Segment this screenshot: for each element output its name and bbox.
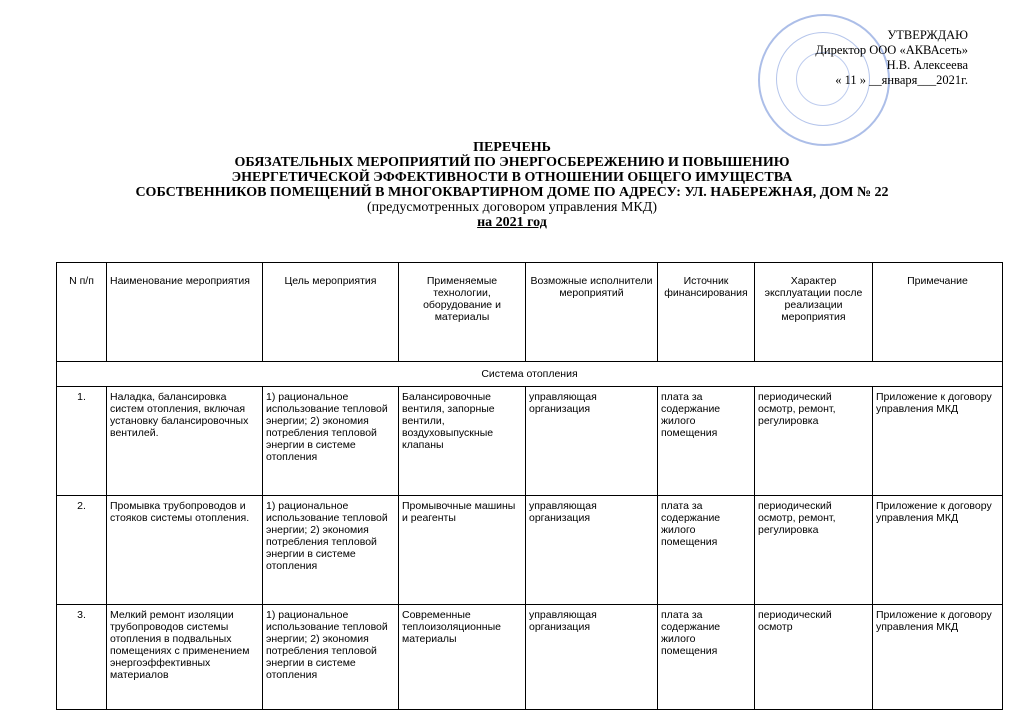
document-subtitle: (предусмотренных договором управления МКД) [367,200,657,215]
document-title-line-1: ОБЯЗАТЕЛЬНЫХ МЕРОПРИЯТИЙ ПО ЭНЕРГОСБЕРЕЖЕНИЮ И ПОВЫШЕНИЮ [234,155,790,170]
col-header-operation: Характер эксплуатации после реализации мероприятия [755,263,873,362]
approval-signatory: Н.В. Алексеева [886,58,968,72]
cell-funding: плата за содержание жилого помещения [658,387,755,496]
cell-funding: плата за содержание жилого помещения [658,496,755,605]
approval-date: « 11 » __января___2021г. [835,73,968,87]
col-header-tech: Применяемые технологии, оборудование и материалы [399,263,526,362]
cell-name: Мелкий ремонт изоляции трубопроводов системы отопления в подвальных помещениях с применением энергоэффективных материалов [107,605,263,710]
cell-operation: периодический осмотр, ремонт, регулировка [755,387,873,496]
table-row [57,605,1003,710]
cell-goal: 1) рациональное использование тепловой энергии; 2) экономия потребления тепловой энергии в системе отопления [263,496,399,605]
col-header-number: N п/п [57,263,107,362]
section-row [57,362,1003,387]
cell-name: Наладка, балансировка систем отопления, включая установку балансировочных вентилей. [107,387,263,496]
cell-operation: периодический осмотр [755,605,873,710]
col-header-name: Наименование мероприятия [107,263,263,362]
section-title: Система отопления [57,362,1003,387]
table-row [57,496,1003,605]
col-header-note: Примечание [873,263,1003,362]
cell-executor: управляющая организация [526,387,658,496]
cell-note: Приложение к договору управления МКД [873,387,1003,496]
cell-operation: периодический осмотр, ремонт, регулировка [755,496,873,605]
cell-note: Приложение к договору управления МКД [873,496,1003,605]
approval-heading: УТВЕРЖДАЮ [887,28,968,42]
col-header-executor: Возможные исполнители мероприятий [526,263,658,362]
cell-executor: управляющая организация [526,496,658,605]
cell-number: 1. [57,387,107,496]
approval-block [768,28,968,88]
col-header-funding: Источник финансирования [658,263,755,362]
cell-goal: 1) рациональное использование тепловой энергии; 2) экономия потребления тепловой энергии в системе отопления [263,387,399,496]
document-title-line-3: СОБСТВЕННИКОВ ПОМЕЩЕНИЙ В МНОГОКВАРТИРНОМ ДОМЕ ПО АДРЕСУ: УЛ. НАБЕРЕЖНАЯ, ДОМ № 22 [135,185,889,200]
cell-number: 3. [57,605,107,710]
col-header-goal: Цель мероприятия [263,263,399,362]
cell-note: Приложение к договору управления МКД [873,605,1003,710]
document-title: ПЕРЕЧЕНЬ [473,140,551,155]
cell-tech: Балансировочные вентиля, запорные вентили, воздуховыпускные клапаны [399,387,526,496]
approval-position: Директор ООО «АКВАсеть» [815,43,968,57]
measures-table [56,262,1003,710]
cell-goal: 1) рациональное использование тепловой энергии; 2) экономия потребления тепловой энергии в системе отопления [263,605,399,710]
document-title-line-2: ЭНЕРГЕТИЧЕСКОЙ ЭФФЕКТИВНОСТИ В ОТНОШЕНИИ ОБЩЕГО ИМУЩЕСТВА [231,170,793,185]
table-header-row [57,263,1003,362]
cell-executor: управляющая организация [526,605,658,710]
cell-name: Промывка трубопроводов и стояков системы отопления. [107,496,263,605]
document-title-block [0,140,1024,230]
table-row [57,387,1003,496]
cell-funding: плата за содержание жилого помещения [658,605,755,710]
document-year: на 2021 год [477,215,547,230]
cell-tech: Современные теплоизоляционные материалы [399,605,526,710]
cell-tech: Промывочные машины и реагенты [399,496,526,605]
cell-number: 2. [57,496,107,605]
